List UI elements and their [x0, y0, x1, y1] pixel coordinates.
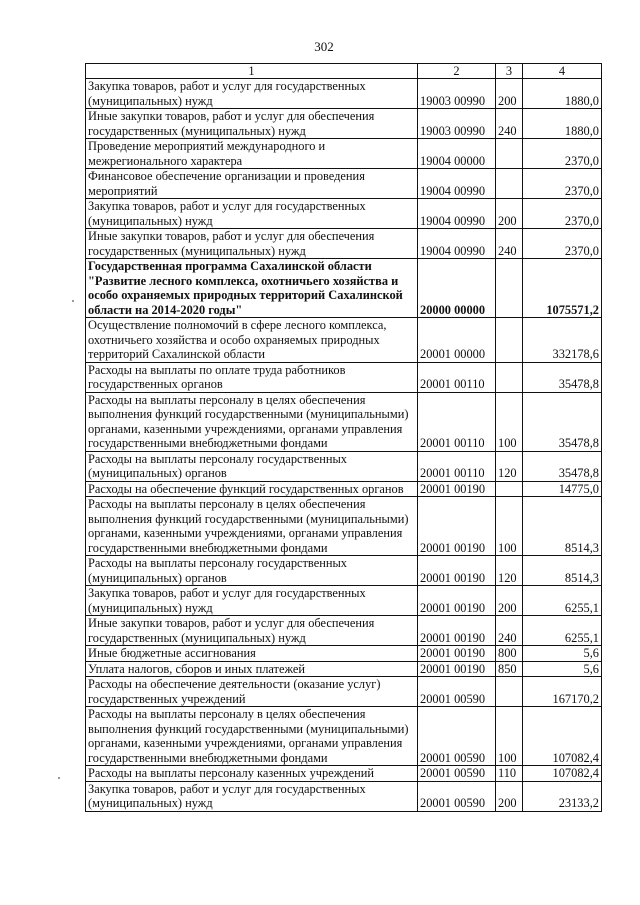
row-name: Иные закупки товаров, работ и услуг для обеспечения государственных (муниципальных) нужд [86, 109, 418, 139]
scan-speck [72, 300, 74, 302]
table-row [86, 392, 602, 451]
row-amount: 2370,0 [523, 199, 602, 229]
table-row [86, 781, 602, 811]
row-name: Расходы на выплаты по оплате труда работников государственных органов [86, 362, 418, 392]
row-expense-type: 200 [496, 586, 523, 616]
row-name: Расходы на выплаты персоналу государственных (муниципальных) органов [86, 556, 418, 586]
table-row [86, 646, 602, 662]
row-name: Иные бюджетные ассигнования [86, 646, 418, 662]
row-amount: 35478,8 [523, 392, 602, 451]
row-name: Закупка товаров, работ и услуг для государственных (муниципальных) нужд [86, 199, 418, 229]
row-code: 20001 00590 [418, 766, 496, 782]
row-name: Иные закупки товаров, работ и услуг для обеспечения государственных (муниципальных) нужд [86, 229, 418, 259]
row-expense-type [496, 318, 523, 363]
row-name: Расходы на выплаты персоналу в целях обеспечения выполнения функций государственными (муниципальными) органами, казенными учреждениями, органами управления государственными внебюджетными фондами [86, 707, 418, 766]
table-row [86, 766, 602, 782]
row-code: 20001 00590 [418, 677, 496, 707]
row-name: Осуществление полномочий в сфере лесного комплекса, охотничьего хозяйства и особо охраняемых природных территорий Сахалинской области [86, 318, 418, 363]
table-row [86, 169, 602, 199]
row-expense-type: 200 [496, 79, 523, 109]
row-expense-type: 850 [496, 661, 523, 677]
row-amount: 167170,2 [523, 677, 602, 707]
row-expense-type [496, 481, 523, 497]
table-header-row [86, 64, 602, 79]
row-code: 20001 00190 [418, 646, 496, 662]
row-code: 20001 00190 [418, 586, 496, 616]
row-amount: 332178,6 [523, 318, 602, 363]
row-amount: 5,6 [523, 661, 602, 677]
row-expense-type [496, 677, 523, 707]
row-code: 20001 00000 [418, 318, 496, 363]
row-amount: 14775,0 [523, 481, 602, 497]
row-code: 20001 00110 [418, 392, 496, 451]
table-body [86, 79, 602, 812]
row-amount: 2370,0 [523, 169, 602, 199]
row-code: 20000 00000 [418, 259, 496, 318]
table-row [86, 497, 602, 556]
row-code: 19003 00990 [418, 109, 496, 139]
row-expense-type: 100 [496, 707, 523, 766]
scan-speck [58, 777, 60, 779]
row-expense-type: 120 [496, 451, 523, 481]
row-name: Уплата налогов, сборов и иных платежей [86, 661, 418, 677]
row-code: 19004 00990 [418, 199, 496, 229]
row-name: Закупка товаров, работ и услуг для государственных (муниципальных) нужд [86, 79, 418, 109]
row-amount: 23133,2 [523, 781, 602, 811]
table-row [86, 707, 602, 766]
row-expense-type: 120 [496, 556, 523, 586]
row-expense-type: 240 [496, 229, 523, 259]
row-name: Расходы на выплаты персоналу государственных (муниципальных) органов [86, 451, 418, 481]
table-row [86, 481, 602, 497]
row-expense-type: 800 [496, 646, 523, 662]
row-name: Государственная программа Сахалинской области "Развитие лесного комплекса, охотничьего хозяйства и особо охраняемых природных территорий Сахалинской области на 2014-2020 годы" [86, 259, 418, 318]
table-row [86, 318, 602, 363]
row-amount: 8514,3 [523, 556, 602, 586]
row-code: 20001 00110 [418, 451, 496, 481]
row-name: Расходы на обеспечение функций государственных органов [86, 481, 418, 497]
row-amount: 35478,8 [523, 451, 602, 481]
row-code: 20001 00590 [418, 781, 496, 811]
table-row [86, 199, 602, 229]
row-name: Расходы на выплаты персоналу в целях обеспечения выполнения функций государственными (муниципальными) органами, казенными учреждениями, органами управления государственными внебюджетными фондами [86, 392, 418, 451]
table-row [86, 109, 602, 139]
table-row [86, 229, 602, 259]
row-name: Расходы на выплаты персоналу казенных учреждений [86, 766, 418, 782]
row-expense-type: 110 [496, 766, 523, 782]
row-name: Расходы на обеспечение деятельности (оказание услуг) государственных учреждений [86, 677, 418, 707]
row-name: Иные закупки товаров, работ и услуг для обеспечения государственных (муниципальных) нужд [86, 616, 418, 646]
row-name: Расходы на выплаты персоналу в целях обеспечения выполнения функций государственными (муниципальными) органами, казенными учреждениями, органами управления государственными внебюджетными фондами [86, 497, 418, 556]
row-amount: 107082,4 [523, 766, 602, 782]
row-expense-type [496, 259, 523, 318]
header-col-3: 3 [496, 64, 523, 79]
table-row [86, 139, 602, 169]
table-row [86, 586, 602, 616]
row-expense-type: 240 [496, 109, 523, 139]
budget-table [85, 63, 602, 812]
table-row [86, 556, 602, 586]
row-amount: 2370,0 [523, 229, 602, 259]
row-amount: 1880,0 [523, 109, 602, 139]
row-amount: 8514,3 [523, 497, 602, 556]
table-row [86, 79, 602, 109]
header-col-2: 2 [418, 64, 496, 79]
table-row [86, 661, 602, 677]
row-amount: 1880,0 [523, 79, 602, 109]
table-row [86, 259, 602, 318]
row-expense-type [496, 139, 523, 169]
row-expense-type: 200 [496, 199, 523, 229]
row-expense-type: 240 [496, 616, 523, 646]
header-col-1: 1 [86, 64, 418, 79]
row-amount: 35478,8 [523, 362, 602, 392]
table-row [86, 677, 602, 707]
row-code: 20001 00190 [418, 616, 496, 646]
row-code: 20001 00110 [418, 362, 496, 392]
header-col-4: 4 [523, 64, 602, 79]
row-expense-type: 100 [496, 392, 523, 451]
row-name: Проведение мероприятий международного и межрегионального характера [86, 139, 418, 169]
row-code: 19004 00990 [418, 169, 496, 199]
row-amount: 6255,1 [523, 616, 602, 646]
row-expense-type [496, 169, 523, 199]
row-code: 20001 00190 [418, 497, 496, 556]
row-code: 19003 00990 [418, 79, 496, 109]
row-expense-type: 100 [496, 497, 523, 556]
row-code: 20001 00190 [418, 661, 496, 677]
table-row [86, 362, 602, 392]
row-code: 20001 00190 [418, 556, 496, 586]
row-name: Финансовое обеспечение организации и проведения мероприятий [86, 169, 418, 199]
row-amount: 2370,0 [523, 139, 602, 169]
row-expense-type [496, 362, 523, 392]
row-code: 20001 00190 [418, 481, 496, 497]
row-name: Закупка товаров, работ и услуг для государственных (муниципальных) нужд [86, 586, 418, 616]
table-row [86, 616, 602, 646]
row-expense-type: 200 [496, 781, 523, 811]
table-row [86, 451, 602, 481]
row-code: 20001 00590 [418, 707, 496, 766]
row-amount: 107082,4 [523, 707, 602, 766]
row-amount: 1075571,2 [523, 259, 602, 318]
row-name: Закупка товаров, работ и услуг для государственных (муниципальных) нужд [86, 781, 418, 811]
row-amount: 5,6 [523, 646, 602, 662]
row-code: 19004 00000 [418, 139, 496, 169]
row-code: 19004 00990 [418, 229, 496, 259]
row-amount: 6255,1 [523, 586, 602, 616]
page-number: 302 [314, 39, 334, 54]
